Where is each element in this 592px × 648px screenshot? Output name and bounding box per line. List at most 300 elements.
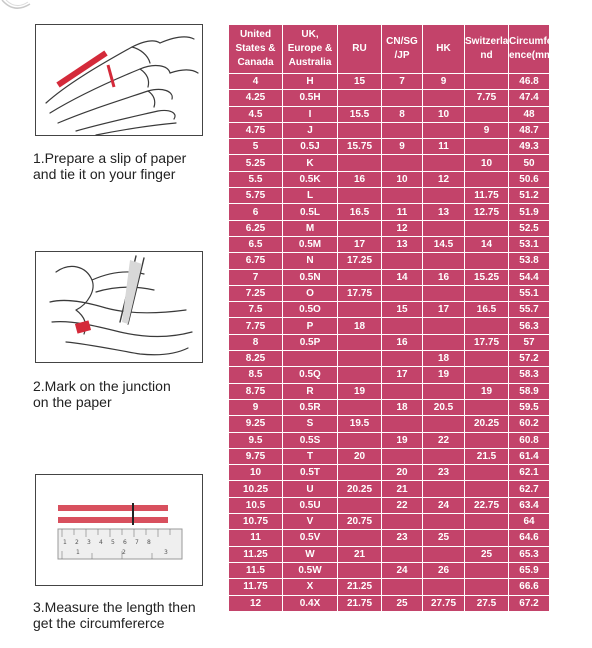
caption-line: 3.Measure the length then xyxy=(33,599,196,615)
table-cell: 20 xyxy=(338,448,382,464)
table-cell: 0.5R xyxy=(283,399,338,415)
table-row xyxy=(229,383,550,399)
table-cell: 53.1 xyxy=(509,236,550,252)
table-cell xyxy=(465,432,509,448)
column-header-line: RU xyxy=(352,43,367,54)
column-header xyxy=(229,25,283,74)
table-header-row xyxy=(229,25,550,74)
table-cell: 25 xyxy=(382,595,423,611)
table-cell: 15.5 xyxy=(338,106,382,122)
table-cell xyxy=(465,74,509,90)
table-row xyxy=(229,269,550,285)
table-cell: 25 xyxy=(465,546,509,562)
column-header xyxy=(465,25,509,74)
table-cell: 18 xyxy=(338,318,382,334)
table-cell: 17 xyxy=(423,302,465,318)
table-cell: 12.75 xyxy=(465,204,509,220)
caption-line: 2.Mark on the junction xyxy=(33,378,171,394)
table-cell: S xyxy=(283,416,338,432)
table-cell: L xyxy=(283,188,338,204)
table-row xyxy=(229,562,550,578)
table-cell: 0.5O xyxy=(283,302,338,318)
table-cell: 58.9 xyxy=(509,383,550,399)
column-header xyxy=(382,25,423,74)
table-cell xyxy=(465,351,509,367)
table-cell: 10.25 xyxy=(229,481,283,497)
ruler-number: 2 xyxy=(75,539,79,546)
table-cell: 27.75 xyxy=(423,595,465,611)
table-cell: 49.3 xyxy=(509,139,550,155)
table-cell: 0.5V xyxy=(283,530,338,546)
table-cell: 23 xyxy=(423,465,465,481)
table-row xyxy=(229,188,550,204)
table-cell xyxy=(423,285,465,301)
ruler-number: 8 xyxy=(147,539,151,546)
table-cell: 7.75 xyxy=(465,90,509,106)
table-cell: 5.25 xyxy=(229,155,283,171)
table-cell xyxy=(423,579,465,595)
table-row xyxy=(229,171,550,187)
step-2-illustration xyxy=(35,251,203,363)
table-cell: U xyxy=(283,481,338,497)
step-2-caption xyxy=(33,378,223,410)
table-cell: 12 xyxy=(229,595,283,611)
table-cell: 62.7 xyxy=(509,481,550,497)
paper-strip-icon xyxy=(58,517,168,523)
table-cell xyxy=(423,122,465,138)
table-cell: 21.5 xyxy=(465,448,509,464)
table-cell: 66.6 xyxy=(509,579,550,595)
table-cell: 8.25 xyxy=(229,351,283,367)
table-cell: 63.4 xyxy=(509,497,550,513)
table-cell: 26 xyxy=(423,562,465,578)
table-cell: 5 xyxy=(229,139,283,155)
table-cell xyxy=(382,514,423,530)
table-cell: 0.5T xyxy=(283,465,338,481)
table-cell: 48.7 xyxy=(509,122,550,138)
table-cell: H xyxy=(283,74,338,90)
column-header-line: Australia xyxy=(288,57,332,68)
table-cell: 9.5 xyxy=(229,432,283,448)
table-cell: 0.5P xyxy=(283,334,338,350)
table-cell: 0.5J xyxy=(283,139,338,155)
table-row xyxy=(229,318,550,334)
table-cell: 11.25 xyxy=(229,546,283,562)
table-cell: 64 xyxy=(509,514,550,530)
table-cell xyxy=(423,416,465,432)
table-row xyxy=(229,530,550,546)
table-cell xyxy=(338,334,382,350)
table-cell xyxy=(338,351,382,367)
table-cell: 59.5 xyxy=(509,399,550,415)
table-cell: 8 xyxy=(229,334,283,350)
table-cell xyxy=(382,90,423,106)
table-cell: 11.75 xyxy=(465,188,509,204)
table-cell: 10 xyxy=(382,171,423,187)
table-cell xyxy=(283,351,338,367)
paper-strip-icon xyxy=(58,505,168,511)
table-row xyxy=(229,465,550,481)
table-cell xyxy=(338,367,382,383)
table-cell xyxy=(423,514,465,530)
table-cell: 15 xyxy=(382,302,423,318)
ruler-number: 3 xyxy=(87,539,91,546)
table-cell: 51.2 xyxy=(509,188,550,204)
table-cell xyxy=(382,448,423,464)
table-cell: 20.25 xyxy=(465,416,509,432)
table-cell: 7 xyxy=(229,269,283,285)
table-cell: 4.25 xyxy=(229,90,283,106)
table-row xyxy=(229,74,550,90)
table-cell: 6 xyxy=(229,204,283,220)
ruler-number: 7 xyxy=(135,539,139,546)
column-header-line: Switzerla xyxy=(465,36,509,47)
table-cell: 16 xyxy=(382,334,423,350)
table-cell: 10 xyxy=(423,106,465,122)
table-cell xyxy=(382,579,423,595)
column-header-line: CN/SG xyxy=(386,36,418,47)
table-cell xyxy=(465,285,509,301)
step-3-illustration xyxy=(35,474,203,586)
table-cell xyxy=(423,546,465,562)
table-row xyxy=(229,106,550,122)
table-cell xyxy=(465,514,509,530)
table-row xyxy=(229,481,550,497)
table-row xyxy=(229,351,550,367)
table-cell xyxy=(338,302,382,318)
column-header-line: nd xyxy=(480,50,493,61)
table-cell: 20.5 xyxy=(423,399,465,415)
caption-line: 1.Prepare a slip of paper xyxy=(33,150,187,166)
table-row xyxy=(229,285,550,301)
table-cell: 0.5L xyxy=(283,204,338,220)
table-row xyxy=(229,302,550,318)
table-cell: 8 xyxy=(382,106,423,122)
table-cell: 8.75 xyxy=(229,383,283,399)
step-1-caption xyxy=(33,150,223,182)
table-cell: 54.4 xyxy=(509,269,550,285)
table-cell: 53.8 xyxy=(509,253,550,269)
table-cell: 50.6 xyxy=(509,171,550,187)
table-cell: 60.8 xyxy=(509,432,550,448)
table-row xyxy=(229,497,550,513)
table-cell: 11.5 xyxy=(229,562,283,578)
table-cell xyxy=(338,432,382,448)
table-cell: 22 xyxy=(382,497,423,513)
table-cell: 52.5 xyxy=(509,220,550,236)
table-cell: 60.2 xyxy=(509,416,550,432)
table-cell: 18 xyxy=(423,351,465,367)
column-header-line: Europe & xyxy=(287,43,333,54)
table-cell: 16 xyxy=(423,269,465,285)
table-cell: 50 xyxy=(509,155,550,171)
table-cell xyxy=(382,351,423,367)
table-cell: 13 xyxy=(382,236,423,252)
table-cell: 7 xyxy=(382,74,423,90)
table-cell xyxy=(382,122,423,138)
step-1-illustration xyxy=(35,24,203,136)
table-cell: 0.5Q xyxy=(283,367,338,383)
table-cell xyxy=(382,318,423,334)
ruler-number: 3 xyxy=(164,549,168,556)
table-cell xyxy=(382,253,423,269)
hand-marking-icon xyxy=(36,252,204,364)
ruler-number: 6 xyxy=(123,539,127,546)
table-cell: 21 xyxy=(382,481,423,497)
table-cell: 4.75 xyxy=(229,122,283,138)
table-cell: 9.75 xyxy=(229,448,283,464)
ruler-number: 1 xyxy=(63,539,67,546)
table-row xyxy=(229,367,550,383)
table-cell: P xyxy=(283,318,338,334)
table-cell: 7.75 xyxy=(229,318,283,334)
table-cell: 20.75 xyxy=(338,514,382,530)
table-cell xyxy=(465,530,509,546)
table-cell: 13 xyxy=(423,204,465,220)
table-cell: 11.75 xyxy=(229,579,283,595)
table-cell xyxy=(423,481,465,497)
ruler-number: 5 xyxy=(111,539,115,546)
table-cell: 17.75 xyxy=(465,334,509,350)
table-cell xyxy=(382,155,423,171)
table-cell: 0.5H xyxy=(283,90,338,106)
table-cell: 16 xyxy=(338,171,382,187)
table-cell xyxy=(338,188,382,204)
table-cell xyxy=(382,416,423,432)
table-cell xyxy=(338,399,382,415)
table-cell: J xyxy=(283,122,338,138)
table-cell: 62.1 xyxy=(509,465,550,481)
table-cell: 19 xyxy=(465,383,509,399)
table-cell: 27.5 xyxy=(465,595,509,611)
table-cell: 20.25 xyxy=(338,481,382,497)
table-row xyxy=(229,514,550,530)
table-cell: 11 xyxy=(423,139,465,155)
table-cell: 19.5 xyxy=(338,416,382,432)
mark-line-icon xyxy=(132,503,134,525)
table-row xyxy=(229,220,550,236)
table-cell xyxy=(338,220,382,236)
table-cell xyxy=(465,465,509,481)
table-cell xyxy=(382,383,423,399)
table-cell xyxy=(465,579,509,595)
table-row xyxy=(229,448,550,464)
column-header xyxy=(283,25,338,74)
table-cell: 17.25 xyxy=(338,253,382,269)
table-cell xyxy=(338,465,382,481)
table-cell: 4.5 xyxy=(229,106,283,122)
ruler-number: 4 xyxy=(99,539,103,546)
table-cell: 17.75 xyxy=(338,285,382,301)
table-cell: 0.5M xyxy=(283,236,338,252)
table-cell: 22 xyxy=(423,432,465,448)
column-header xyxy=(509,25,557,74)
table-cell: 4 xyxy=(229,74,283,90)
table-cell: 24 xyxy=(423,497,465,513)
table-cell: 56.3 xyxy=(509,318,550,334)
table-cell: 12 xyxy=(382,220,423,236)
paper-slip-icon xyxy=(58,53,114,87)
column-header xyxy=(423,25,465,74)
table-cell: 14 xyxy=(382,269,423,285)
table-cell xyxy=(423,318,465,334)
table-cell: X xyxy=(283,579,338,595)
caption-line: and tie it on your finger xyxy=(33,166,176,182)
table-cell: 12 xyxy=(423,171,465,187)
column-header-line: States & xyxy=(235,43,276,54)
table-cell xyxy=(465,139,509,155)
table-cell: 7.5 xyxy=(229,302,283,318)
table-cell: 16.5 xyxy=(465,302,509,318)
table-cell: 16.5 xyxy=(338,204,382,220)
table-cell xyxy=(382,285,423,301)
table-cell: 21 xyxy=(338,546,382,562)
table-cell: 8.5 xyxy=(229,367,283,383)
table-cell: 48 xyxy=(509,106,550,122)
table-body xyxy=(229,74,550,612)
table-cell xyxy=(423,253,465,269)
table-cell: 10 xyxy=(465,155,509,171)
table-cell: R xyxy=(283,383,338,399)
table-cell: 51.9 xyxy=(509,204,550,220)
table-cell: 21.25 xyxy=(338,579,382,595)
ruler-number: 1 xyxy=(76,549,80,556)
table-cell xyxy=(338,122,382,138)
table-cell: M xyxy=(283,220,338,236)
table-cell: 22.75 xyxy=(465,497,509,513)
table-cell: 0.5W xyxy=(283,562,338,578)
table-cell xyxy=(338,497,382,513)
table-cell xyxy=(465,106,509,122)
table-cell: 19 xyxy=(382,432,423,448)
table-row xyxy=(229,236,550,252)
table-cell: 11 xyxy=(229,530,283,546)
column-header-line: United xyxy=(239,29,272,40)
table-cell: 47.4 xyxy=(509,90,550,106)
table-cell: 7.25 xyxy=(229,285,283,301)
table-row xyxy=(229,253,550,269)
table-cell xyxy=(423,334,465,350)
table-cell: 5.5 xyxy=(229,171,283,187)
table-row xyxy=(229,416,550,432)
table-cell xyxy=(423,383,465,399)
table-row xyxy=(229,399,550,415)
column-header-line: UK, xyxy=(301,29,319,40)
table-cell: 5.75 xyxy=(229,188,283,204)
hand-with-paper-icon xyxy=(36,25,204,137)
table-cell: 9.25 xyxy=(229,416,283,432)
table-cell: 9 xyxy=(423,74,465,90)
caption-line: get the circumfererce xyxy=(33,615,165,631)
table-cell: K xyxy=(283,155,338,171)
table-cell: 11 xyxy=(382,204,423,220)
caption-line: on the paper xyxy=(33,394,112,410)
table-cell: 17 xyxy=(382,367,423,383)
table-cell: 0.5K xyxy=(283,171,338,187)
step-3-caption xyxy=(33,599,223,631)
table-cell xyxy=(423,220,465,236)
table-cell xyxy=(338,562,382,578)
table-cell: W xyxy=(283,546,338,562)
table-cell: T xyxy=(283,448,338,464)
table-cell: I xyxy=(283,106,338,122)
table-cell xyxy=(465,562,509,578)
table-cell: 57 xyxy=(509,334,550,350)
table-cell: 6.75 xyxy=(229,253,283,269)
table-cell: 20 xyxy=(382,465,423,481)
table-cell xyxy=(465,318,509,334)
table-cell: 6.5 xyxy=(229,236,283,252)
table-cell xyxy=(465,399,509,415)
column-header-line: /JP xyxy=(394,50,410,61)
table-row xyxy=(229,579,550,595)
table-cell: O xyxy=(283,285,338,301)
table-cell: 10 xyxy=(229,465,283,481)
column-header xyxy=(338,25,382,74)
table-row xyxy=(229,155,550,171)
column-header-line: Canada xyxy=(237,57,274,68)
table-cell xyxy=(338,90,382,106)
table-cell xyxy=(338,269,382,285)
table-row xyxy=(229,546,550,562)
ring-size-table xyxy=(228,24,557,612)
table-cell: 17 xyxy=(338,236,382,252)
table-cell: 14.5 xyxy=(423,236,465,252)
table-cell xyxy=(423,188,465,204)
table-cell: 19 xyxy=(423,367,465,383)
table-row xyxy=(229,204,550,220)
table-cell: 55.7 xyxy=(509,302,550,318)
table-cell: 0.5U xyxy=(283,497,338,513)
table-cell: V xyxy=(283,514,338,530)
table-cell: 18 xyxy=(382,399,423,415)
table-cell: 10.5 xyxy=(229,497,283,513)
table-row xyxy=(229,122,550,138)
table-cell: 67.2 xyxy=(509,595,550,611)
table-cell: 21.75 xyxy=(338,595,382,611)
table-cell xyxy=(465,253,509,269)
column-header-line: Circumfer xyxy=(509,36,557,47)
table-row xyxy=(229,139,550,155)
table-cell: 0.5N xyxy=(283,269,338,285)
table-cell xyxy=(423,155,465,171)
table-row xyxy=(229,334,550,350)
table-cell: N xyxy=(283,253,338,269)
table-cell xyxy=(465,220,509,236)
table-cell xyxy=(423,448,465,464)
table-cell: 57.2 xyxy=(509,351,550,367)
table-cell xyxy=(423,90,465,106)
table-cell: 19 xyxy=(338,383,382,399)
table-cell: 61.4 xyxy=(509,448,550,464)
decorative-arc xyxy=(0,0,60,14)
column-header-line: HK xyxy=(436,43,451,54)
table-cell xyxy=(338,155,382,171)
table-cell: 65.9 xyxy=(509,562,550,578)
table-cell: 14 xyxy=(465,236,509,252)
table-cell: 6.25 xyxy=(229,220,283,236)
table-row xyxy=(229,90,550,106)
table-cell: 46.8 xyxy=(509,74,550,90)
table-cell: 9 xyxy=(229,399,283,415)
table-cell: 64.6 xyxy=(509,530,550,546)
table-cell: 25 xyxy=(423,530,465,546)
table-cell: 65.3 xyxy=(509,546,550,562)
table-cell: 15.25 xyxy=(465,269,509,285)
table-cell: 15 xyxy=(338,74,382,90)
table-cell: 55.1 xyxy=(509,285,550,301)
table-cell: 58.3 xyxy=(509,367,550,383)
